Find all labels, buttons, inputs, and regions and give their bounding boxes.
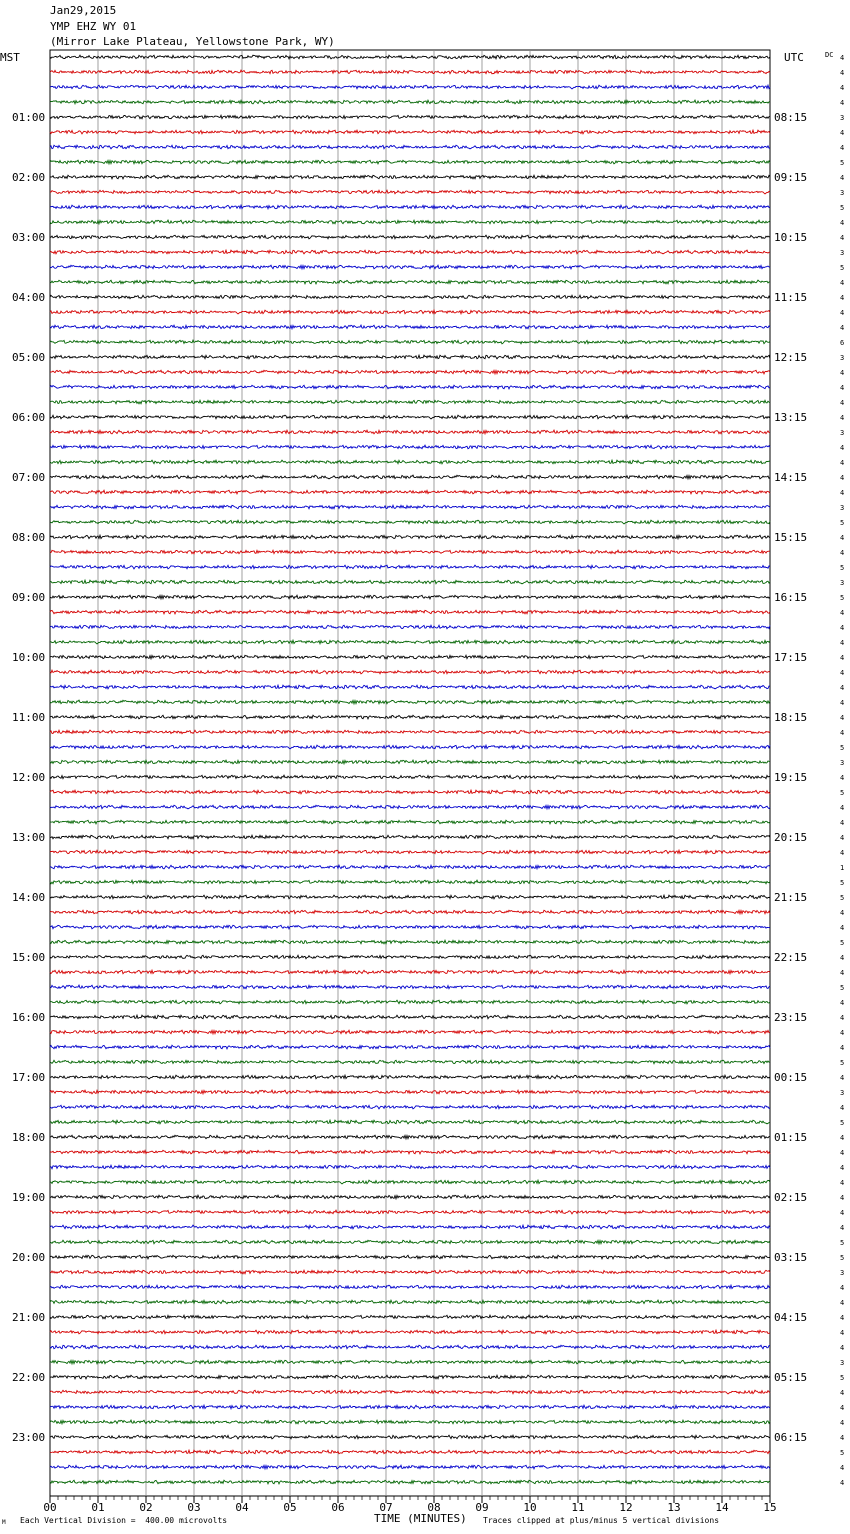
left-hour-label: 17:00 [12, 1071, 46, 1084]
seismic-trace [50, 505, 770, 509]
seismic-trace [50, 655, 770, 659]
seismic-trace [50, 265, 770, 269]
left-hour-label: 13:00 [12, 831, 46, 844]
dc-offset-value: 5 [840, 264, 845, 272]
seismic-trace [50, 160, 770, 164]
seismic-trace [50, 1420, 770, 1424]
dc-offset-value: 5 [840, 519, 845, 527]
dc-offset-value: 3 [840, 759, 845, 767]
seismic-trace [50, 385, 770, 389]
dc-offset-value: 4 [840, 1464, 845, 1472]
seismic-trace [50, 1285, 770, 1289]
dc-offset-value: 4 [840, 654, 845, 662]
seismic-trace [50, 295, 770, 298]
dc-offset-value: 4 [840, 1389, 845, 1397]
x-tick-label: 02 [139, 1501, 153, 1514]
right-hour-label: 02:15 [774, 1191, 808, 1204]
dc-offset-value: 4 [840, 684, 845, 692]
dc-offset-value: 5 [840, 1119, 845, 1127]
dc-offset-value: 4 [840, 309, 845, 317]
dc-offset-value: 4 [840, 54, 845, 62]
seismic-trace [50, 910, 770, 914]
left-hour-label: 22:00 [12, 1371, 46, 1384]
dc-offset-value: 4 [840, 129, 845, 137]
dc-offset-value: 5 [840, 1239, 845, 1247]
seismic-trace [50, 835, 770, 839]
dc-offset-value: 4 [840, 549, 845, 557]
dc-offset-value: 3 [840, 429, 845, 437]
seismic-trace [50, 595, 770, 599]
left-hour-label: 12:00 [12, 771, 46, 784]
dc-offset-value: 4 [840, 1014, 845, 1022]
dc-offset-value: 4 [840, 1434, 845, 1442]
dc-offset-value: 4 [840, 369, 845, 377]
seismic-trace [50, 190, 770, 194]
dc-offset-value: 4 [840, 714, 845, 722]
right-hour-label: 12:15 [774, 351, 808, 364]
dc-offset-value: 4 [840, 534, 845, 542]
chart-date: Jan29,2015 [50, 4, 117, 17]
dc-offset-value: 4 [840, 969, 845, 977]
right-hour-label: 14:15 [774, 471, 808, 484]
right-hour-label: 20:15 [774, 831, 808, 844]
right-hour-label: 23:15 [774, 1011, 808, 1024]
dc-offset-value: 4 [840, 639, 845, 647]
seismic-trace [50, 970, 770, 974]
seismic-trace [50, 535, 770, 539]
dc-offset-value: 3 [840, 504, 845, 512]
dc-offset-value: 4 [840, 219, 845, 227]
dc-offset-value: 5 [840, 1374, 845, 1382]
seismic-trace [50, 1375, 770, 1379]
dc-offset-value: 4 [840, 924, 845, 932]
dc-offset-value: 1 [840, 864, 845, 872]
dc-offset-value: 4 [840, 999, 845, 1007]
seismic-trace [50, 1090, 770, 1094]
seismic-trace [50, 820, 770, 824]
dc-offset-value: 4 [840, 1404, 845, 1412]
dc-offset-value: 5 [840, 879, 845, 887]
seismic-trace [50, 355, 770, 359]
seismic-trace [50, 1405, 770, 1409]
dc-label: DC [825, 51, 834, 59]
dc-offset-value: 5 [840, 744, 845, 752]
seismic-trace [50, 100, 770, 104]
dc-offset-value: 4 [840, 69, 845, 77]
corner-mark: M [2, 1519, 6, 1526]
dc-offset-value: 5 [840, 1254, 845, 1262]
dc-offset-value: 4 [840, 1029, 845, 1037]
dc-offset-value: 3 [840, 579, 845, 587]
dc-offset-value: 4 [840, 384, 845, 392]
right-hour-label: 16:15 [774, 591, 808, 604]
seismic-trace [50, 175, 770, 179]
x-tick-label: 09 [475, 1501, 489, 1514]
seismic-trace [50, 1315, 770, 1319]
right-hour-label: 05:15 [774, 1371, 808, 1384]
seismic-trace [50, 1120, 770, 1124]
seismic-trace [50, 880, 770, 884]
right-hour-label: 17:15 [774, 651, 808, 664]
dc-offset-value: 3 [840, 189, 845, 197]
seismic-trace [50, 1270, 770, 1274]
dc-offset-value: 4 [840, 489, 845, 497]
seismic-trace [50, 325, 770, 329]
dc-offset-value: 4 [840, 144, 845, 152]
dc-offset-value: 4 [840, 1104, 845, 1112]
seismic-trace [50, 475, 770, 479]
x-tick-label: 01 [91, 1501, 105, 1514]
seismic-trace [50, 580, 770, 584]
right-hour-label: 09:15 [774, 171, 808, 184]
dc-offset-value: 4 [840, 804, 845, 812]
dc-offset-value: 3 [840, 354, 845, 362]
x-tick-label: 00 [43, 1501, 57, 1514]
x-tick-label: 03 [187, 1501, 201, 1514]
left-hour-label: 01:00 [12, 111, 46, 124]
seismic-trace [50, 1345, 770, 1349]
seismic-trace [50, 1195, 770, 1199]
axis-labels [12, 54, 844, 1514]
dc-offset-value: 4 [840, 1074, 845, 1082]
dc-offset-value: 4 [840, 279, 845, 287]
dc-offset-value: 4 [840, 99, 845, 107]
dc-offset-value: 4 [840, 1284, 845, 1292]
x-axis-label: TIME (MINUTES) [374, 1512, 467, 1525]
left-hour-label: 09:00 [12, 591, 46, 604]
dc-offset-value: 4 [840, 909, 845, 917]
left-hour-label: 05:00 [12, 351, 46, 364]
seismic-trace [50, 1000, 770, 1004]
seismic-trace [50, 1360, 770, 1364]
seismic-trace [50, 460, 770, 464]
seismic-trace [50, 805, 770, 809]
seismic-trace [50, 760, 770, 764]
clip-note: Traces clipped at plus/minus 5 vertical divisions [483, 1516, 720, 1525]
x-tick-label: 10 [523, 1501, 537, 1514]
dc-offset-value: 4 [840, 849, 845, 857]
left-hour-label: 21:00 [12, 1311, 46, 1324]
dc-offset-value: 4 [840, 624, 845, 632]
right-timezone-label: UTC [784, 51, 804, 64]
x-tick-label: 13 [667, 1501, 681, 1514]
seismic-trace [50, 700, 770, 704]
dc-offset-value: 5 [840, 984, 845, 992]
dc-offset-value: 5 [840, 894, 845, 902]
seismic-trace [50, 625, 770, 629]
x-tick-label: 11 [571, 1501, 585, 1514]
dc-offset-value: 4 [840, 414, 845, 422]
seismic-trace [50, 145, 770, 149]
right-hour-label: 13:15 [774, 411, 808, 424]
left-hour-label: 04:00 [12, 291, 46, 304]
seismic-trace [50, 670, 770, 674]
right-hour-label: 06:15 [774, 1431, 808, 1444]
dc-offset-value: 4 [840, 294, 845, 302]
left-hour-label: 20:00 [12, 1251, 46, 1264]
x-tick-label: 04 [235, 1501, 249, 1514]
dc-offset-value: 5 [840, 594, 845, 602]
seismic-trace [50, 1210, 770, 1214]
dc-offset-value: 4 [840, 1044, 845, 1052]
dc-offset-value: 5 [840, 939, 845, 947]
seismic-trace [50, 985, 770, 989]
seismic-trace [50, 685, 770, 689]
dc-offset-value: 4 [840, 84, 845, 92]
seismic-trace [50, 1150, 770, 1154]
station-location: (Mirror Lake Plateau, Yellowstone Park, WY) [50, 35, 335, 48]
seismic-trace [50, 1240, 770, 1244]
seismic-trace [50, 250, 770, 254]
dc-offset-value: 4 [840, 1194, 845, 1202]
left-hour-label: 10:00 [12, 651, 46, 664]
dc-offset-value: 4 [840, 1164, 845, 1172]
seismic-trace [50, 955, 770, 959]
seismic-trace [50, 415, 770, 419]
right-hour-label: 18:15 [774, 711, 808, 724]
seismic-trace [50, 490, 770, 494]
dc-offset-value: 4 [840, 1224, 845, 1232]
seismic-trace [50, 775, 770, 779]
right-hour-label: 11:15 [774, 291, 808, 304]
right-hour-label: 10:15 [774, 231, 808, 244]
seismic-trace [50, 445, 770, 449]
seismic-trace [50, 850, 770, 854]
dc-offset-value: 3 [840, 249, 845, 257]
seismic-trace [50, 1300, 770, 1304]
seismic-trace [50, 1105, 770, 1109]
left-hour-label: 07:00 [12, 471, 46, 484]
dc-offset-value: 4 [840, 1299, 845, 1307]
dc-offset-value: 4 [840, 609, 845, 617]
left-hour-label: 16:00 [12, 1011, 46, 1024]
seismic-trace [50, 70, 770, 74]
dc-offset-value: 4 [840, 1479, 845, 1487]
dc-offset-value: 5 [840, 1059, 845, 1067]
dc-offset-value: 5 [840, 1449, 845, 1457]
dc-offset-value: 4 [840, 174, 845, 182]
seismic-trace [50, 745, 770, 749]
left-hour-label: 03:00 [12, 231, 46, 244]
seismic-trace [50, 1045, 770, 1049]
seismic-trace [50, 790, 770, 794]
seismic-trace [50, 610, 770, 614]
seismic-trace [50, 550, 770, 554]
dc-offset-value: 5 [840, 204, 845, 212]
dc-offset-value: 4 [840, 1149, 845, 1157]
seismic-trace [50, 1060, 770, 1064]
right-hour-label: 03:15 [774, 1251, 808, 1264]
right-hour-label: 04:15 [774, 1311, 808, 1324]
left-hour-label: 06:00 [12, 411, 46, 424]
seismic-trace [50, 565, 770, 569]
dc-offset-value: 3 [840, 1269, 845, 1277]
right-hour-label: 22:15 [774, 951, 808, 964]
seismic-trace [50, 1450, 770, 1454]
dc-offset-value: 4 [840, 1344, 845, 1352]
seismic-trace [50, 1075, 770, 1079]
seismic-trace [50, 115, 770, 119]
seismic-trace [50, 925, 770, 929]
seismic-trace [50, 400, 770, 404]
seismic-trace [50, 310, 770, 314]
seismic-trace [50, 1015, 770, 1019]
dc-offset-value: 6 [840, 339, 845, 347]
seismic-trace [50, 1330, 770, 1334]
seismic-trace [50, 1465, 770, 1469]
dc-offset-value: 3 [840, 1359, 845, 1367]
dc-offset-value: 4 [840, 234, 845, 242]
right-hour-label: 08:15 [774, 111, 808, 124]
seismic-trace [50, 130, 770, 134]
x-tick-label: 07 [379, 1501, 393, 1514]
right-hour-label: 15:15 [774, 531, 808, 544]
right-hour-label: 19:15 [774, 771, 808, 784]
dc-offset-value: 4 [840, 1419, 845, 1427]
seismic-trace [50, 715, 770, 719]
right-hour-label: 21:15 [774, 891, 808, 904]
dc-offset-value: 4 [840, 324, 845, 332]
seismic-trace [50, 205, 770, 209]
seismic-trace [50, 865, 770, 869]
seismic-trace [50, 1480, 770, 1484]
seismic-trace [50, 280, 770, 284]
dc-offset-value: 4 [840, 399, 845, 407]
x-tick-label: 08 [427, 1501, 441, 1514]
seismic-trace [50, 55, 770, 59]
x-tick-label: 06 [331, 1501, 345, 1514]
dc-offset-value: 4 [840, 459, 845, 467]
seismic-trace [50, 730, 770, 734]
dc-offset-value: 4 [840, 1179, 845, 1187]
seismic-trace [50, 235, 770, 239]
dc-offset-value: 4 [840, 834, 845, 842]
seismic-trace [50, 340, 770, 344]
seismic-trace [50, 520, 770, 524]
seismic-trace [50, 895, 770, 899]
x-tick-label: 14 [715, 1501, 729, 1514]
dc-offset-value: 4 [840, 954, 845, 962]
dc-offset-value: 4 [840, 729, 845, 737]
dc-offset-value: 5 [840, 789, 845, 797]
left-hour-label: 15:00 [12, 951, 46, 964]
right-hour-label: 00:15 [774, 1071, 808, 1084]
left-hour-label: 19:00 [12, 1191, 46, 1204]
left-hour-label: 14:00 [12, 891, 46, 904]
seismic-trace [50, 1165, 770, 1169]
dc-offset-value: 4 [840, 444, 845, 452]
seismic-trace [50, 940, 770, 944]
scale-note: Each Vertical Division = 400.00 microvolts [20, 1516, 228, 1525]
dc-offset-value: 4 [840, 1209, 845, 1217]
x-tick-label: 12 [619, 1501, 633, 1514]
dc-offset-value: 4 [840, 474, 845, 482]
seismic-trace [50, 1390, 770, 1394]
station-name: YMP EHZ WY 01 [50, 20, 137, 33]
dc-offset-value: 4 [840, 699, 845, 707]
seismic-trace [50, 1435, 770, 1439]
seismic-trace [50, 370, 770, 374]
dc-offset-value: 4 [840, 774, 845, 782]
dc-offset-value: 4 [840, 1134, 845, 1142]
seismic-trace [50, 1180, 770, 1184]
seismic-trace [50, 1225, 770, 1229]
left-hour-label: 23:00 [12, 1431, 46, 1444]
dc-offset-value: 4 [840, 1329, 845, 1337]
left-hour-label: 08:00 [12, 531, 46, 544]
x-tick-label: 05 [283, 1501, 297, 1514]
dc-offset-value: 4 [840, 1314, 845, 1322]
left-hour-label: 18:00 [12, 1131, 46, 1144]
seismic-trace [50, 1255, 770, 1259]
seismic-trace [50, 1135, 770, 1139]
dc-offset-value: 3 [840, 1089, 845, 1097]
seismic-trace [50, 85, 770, 89]
right-hour-label: 01:15 [774, 1131, 808, 1144]
seismic-trace [50, 430, 770, 434]
dc-offset-value: 3 [840, 114, 845, 122]
dc-offset-value: 5 [840, 564, 845, 572]
dc-offset-value: 5 [840, 159, 845, 167]
dc-offset-value: 4 [840, 819, 845, 827]
left-timezone-label: MST [0, 51, 20, 64]
dc-offset-value: 4 [840, 669, 845, 677]
x-tick-label: 15 [763, 1501, 777, 1514]
left-hour-label: 02:00 [12, 171, 46, 184]
seismic-traces [50, 55, 770, 1484]
seismic-trace [50, 1030, 770, 1034]
left-hour-label: 11:00 [12, 711, 46, 724]
seismic-trace [50, 640, 770, 644]
seismic-trace [50, 220, 770, 224]
